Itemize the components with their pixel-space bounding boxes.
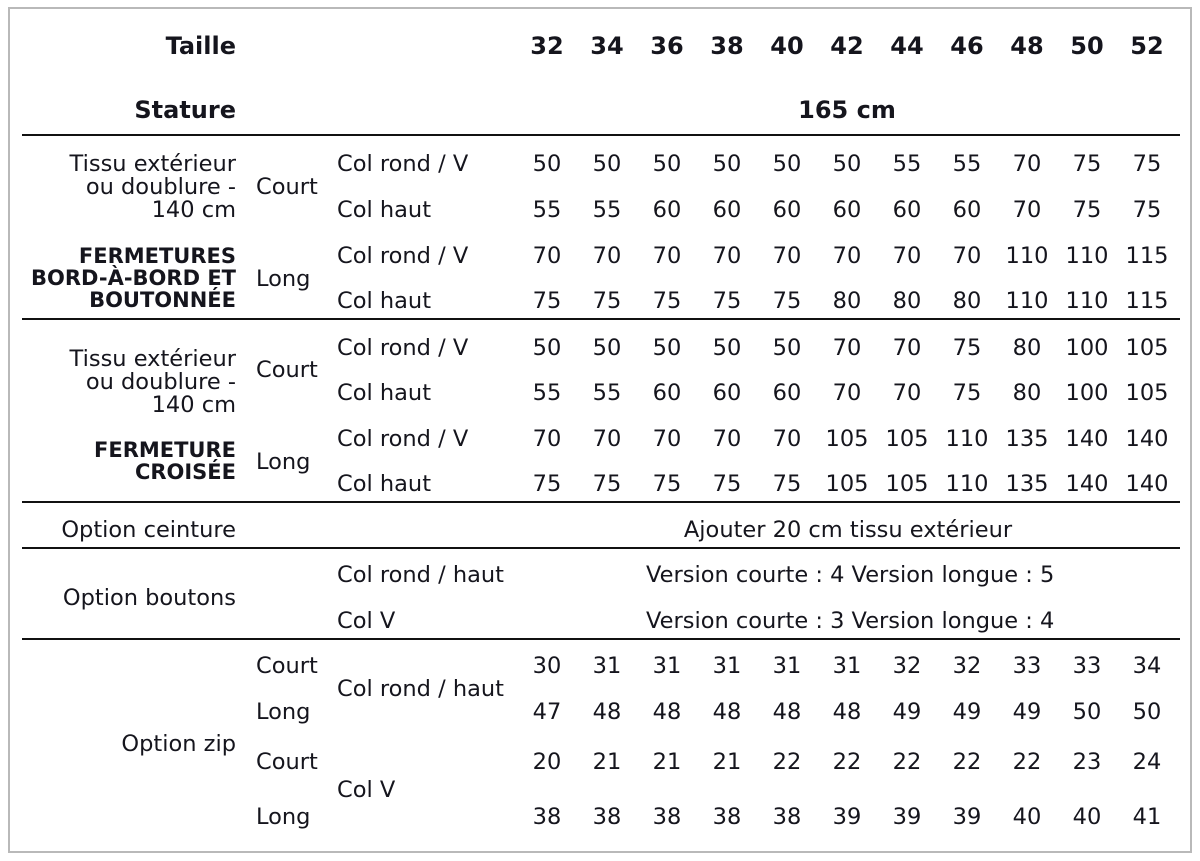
section1-cell: 80 [952, 288, 982, 314]
zip-cell: 21 [652, 749, 682, 775]
section1-collar-label: Col haut [337, 288, 432, 314]
section2-long-label: Long [256, 449, 311, 475]
zip-cell: 48 [712, 699, 742, 725]
buttons-value-round: Version courte : 4 Version longue : 5 [646, 562, 1055, 588]
zip-cell: 31 [832, 653, 862, 679]
section1-cell: 75 [592, 288, 622, 314]
size-40: 40 [770, 32, 804, 60]
size-44: 44 [890, 32, 924, 60]
section1-cell: 50 [832, 151, 862, 177]
section2-court-label: Court [256, 357, 318, 383]
zip-cell: 39 [892, 804, 922, 830]
zip-cell: 49 [1012, 699, 1042, 725]
section1-cell: 75 [712, 288, 742, 314]
size-52: 52 [1130, 32, 1164, 60]
zip-length-label: Long [256, 699, 311, 725]
section1-cell: 55 [892, 151, 922, 177]
zip-cell: 50 [1072, 699, 1102, 725]
section2-cell: 50 [592, 335, 622, 361]
zip-cell: 22 [1012, 749, 1042, 775]
zip-length-label: Court [256, 653, 318, 679]
size-36: 36 [650, 32, 684, 60]
size-48: 48 [1010, 32, 1044, 60]
zip-collar-round: Col rond / haut [337, 676, 504, 702]
section1-cell: 75 [1132, 197, 1162, 223]
buttons-collar-round: Col rond / haut [337, 562, 504, 588]
section1-rule [22, 318, 1180, 320]
zip-cell: 39 [952, 804, 982, 830]
zip-cell: 22 [952, 749, 982, 775]
section2-cell: 75 [952, 380, 982, 406]
zip-cell: 47 [532, 699, 562, 725]
section1-cell: 75 [1072, 151, 1102, 177]
section2-cell: 135 [1005, 426, 1049, 452]
section1-collar-label: Col rond / V [337, 243, 469, 269]
section1-cell: 60 [772, 197, 802, 223]
zip-cell: 38 [532, 804, 562, 830]
zip-cell: 49 [892, 699, 922, 725]
zip-cell: 32 [892, 653, 922, 679]
section2-cell: 75 [772, 471, 802, 497]
section1-closure-label: FERMETURES BORD-À-BORD ET BOUTONNÉE [31, 244, 236, 312]
zip-cell: 38 [592, 804, 622, 830]
section2-cell: 100 [1065, 380, 1109, 406]
section2-cell: 110 [945, 471, 989, 497]
section2-cell: 105 [1125, 335, 1169, 361]
header-rule [22, 134, 1180, 136]
section2-cell: 70 [652, 426, 682, 452]
section2-cell: 75 [952, 335, 982, 361]
zip-cell: 38 [652, 804, 682, 830]
section1-cell: 75 [1072, 197, 1102, 223]
section1-cell: 70 [832, 243, 862, 269]
buttons-value-v: Version courte : 3 Version longue : 4 [646, 608, 1055, 634]
section2-closure-label: FERMETURE CROISÉE [94, 438, 236, 484]
zip-cell: 20 [532, 749, 562, 775]
section1-cell: 70 [652, 243, 682, 269]
section2-cell: 55 [592, 380, 622, 406]
section1-cell: 70 [1012, 151, 1042, 177]
stature-label: Stature [134, 96, 236, 124]
section2-cell: 80 [1012, 335, 1042, 361]
section2-cell: 140 [1065, 471, 1109, 497]
zip-cell: 33 [1072, 653, 1102, 679]
section2-cell: 75 [712, 471, 742, 497]
section2-cell: 75 [652, 471, 682, 497]
section1-cell: 70 [592, 243, 622, 269]
zip-cell: 49 [952, 699, 982, 725]
section1-cell: 50 [532, 151, 562, 177]
section1-cell: 50 [712, 151, 742, 177]
zip-cell: 38 [712, 804, 742, 830]
size-32: 32 [530, 32, 564, 60]
section1-collar-label: Col rond / V [337, 151, 469, 177]
section2-cell: 50 [712, 335, 742, 361]
section2-cell: 105 [825, 426, 869, 452]
zip-cell: 32 [952, 653, 982, 679]
section1-cell: 80 [892, 288, 922, 314]
section2-cell: 75 [532, 471, 562, 497]
zip-cell: 22 [832, 749, 862, 775]
zip-cell: 48 [772, 699, 802, 725]
section2-cell: 140 [1065, 426, 1109, 452]
section2-cell: 105 [825, 471, 869, 497]
section2-cell: 70 [832, 380, 862, 406]
buttons-collar-v: Col V [337, 608, 396, 634]
zip-cell: 40 [1072, 804, 1102, 830]
section1-cell: 60 [892, 197, 922, 223]
section2-collar-label: Col haut [337, 380, 432, 406]
buttons-option-label: Option boutons [62, 585, 236, 611]
section2-cell: 105 [885, 471, 929, 497]
taille-label: Taille [165, 32, 236, 60]
section1-cell: 55 [952, 151, 982, 177]
section2-cell: 60 [652, 380, 682, 406]
zip-cell: 31 [652, 653, 682, 679]
section2-cell: 70 [832, 335, 862, 361]
section1-cell: 75 [652, 288, 682, 314]
zip-cell: 48 [832, 699, 862, 725]
section2-cell: 55 [532, 380, 562, 406]
section1-cell: 50 [592, 151, 622, 177]
section2-cell: 70 [712, 426, 742, 452]
section2-fabric-label: Tissu extérieur ou doublure - 140 cm [69, 346, 236, 418]
size-34: 34 [590, 32, 624, 60]
section1-fabric-label: Tissu extérieur ou doublure - 140 cm [69, 151, 236, 223]
section1-cell: 110 [1065, 243, 1109, 269]
zip-cell: 34 [1132, 653, 1162, 679]
section1-long-label: Long [256, 266, 311, 292]
section2-collar-label: Col haut [337, 471, 432, 497]
section1-court-label: Court [256, 174, 318, 200]
zip-cell: 31 [772, 653, 802, 679]
section2-cell: 70 [892, 335, 922, 361]
section1-cell: 70 [952, 243, 982, 269]
zip-cell: 21 [712, 749, 742, 775]
zip-cell: 50 [1132, 699, 1162, 725]
section2-cell: 50 [532, 335, 562, 361]
zip-cell: 31 [712, 653, 742, 679]
section1-cell: 60 [832, 197, 862, 223]
zip-cell: 22 [892, 749, 922, 775]
section2-collar-label: Col rond / V [337, 335, 469, 361]
zip-cell: 23 [1072, 749, 1102, 775]
zip-cell: 24 [1132, 749, 1162, 775]
section1-cell: 60 [712, 197, 742, 223]
belt-rule [22, 547, 1180, 549]
section1-cell: 55 [592, 197, 622, 223]
section1-cell: 70 [892, 243, 922, 269]
section1-cell: 70 [772, 243, 802, 269]
section1-cell: 50 [772, 151, 802, 177]
section1-cell: 55 [532, 197, 562, 223]
section1-collar-label: Col haut [337, 197, 432, 223]
size-46: 46 [950, 32, 984, 60]
section2-cell: 140 [1125, 426, 1169, 452]
section2-cell: 135 [1005, 471, 1049, 497]
section1-cell: 60 [652, 197, 682, 223]
zip-cell: 38 [772, 804, 802, 830]
zip-cell: 48 [592, 699, 622, 725]
section2-cell: 60 [712, 380, 742, 406]
section1-cell: 80 [832, 288, 862, 314]
belt-option-label: Option ceinture [61, 517, 236, 543]
section2-cell: 110 [945, 426, 989, 452]
section1-cell: 75 [772, 288, 802, 314]
zip-cell: 39 [832, 804, 862, 830]
zip-cell: 41 [1132, 804, 1162, 830]
section2-cell: 70 [892, 380, 922, 406]
section1-cell: 70 [712, 243, 742, 269]
section2-cell: 50 [652, 335, 682, 361]
zip-length-label: Court [256, 749, 318, 775]
zip-cell: 30 [532, 653, 562, 679]
section2-cell: 60 [772, 380, 802, 406]
zip-option-label: Option zip [121, 731, 236, 757]
zip-cell: 22 [772, 749, 802, 775]
section2-cell: 75 [592, 471, 622, 497]
section2-cell: 105 [1125, 380, 1169, 406]
belt-option-value: Ajouter 20 cm tissu extérieur [683, 517, 1013, 543]
section2-cell: 70 [772, 426, 802, 452]
size-38: 38 [710, 32, 744, 60]
section1-cell: 115 [1125, 288, 1169, 314]
zip-cell: 21 [592, 749, 622, 775]
section2-cell: 70 [592, 426, 622, 452]
zip-length-label: Long [256, 804, 311, 830]
section2-cell: 100 [1065, 335, 1109, 361]
section1-cell: 50 [652, 151, 682, 177]
size-42: 42 [830, 32, 864, 60]
section1-cell: 110 [1005, 288, 1049, 314]
section1-cell: 110 [1065, 288, 1109, 314]
section1-cell: 60 [952, 197, 982, 223]
section1-cell: 70 [532, 243, 562, 269]
zip-cell: 33 [1012, 653, 1042, 679]
section1-cell: 75 [532, 288, 562, 314]
section1-cell: 75 [1132, 151, 1162, 177]
zip-cell: 40 [1012, 804, 1042, 830]
zip-collar-v: Col V [337, 777, 396, 803]
section1-cell: 110 [1005, 243, 1049, 269]
section2-rule [22, 501, 1180, 503]
size-50: 50 [1070, 32, 1104, 60]
section1-cell: 115 [1125, 243, 1169, 269]
stature-value: 165 cm [798, 96, 896, 124]
buttons-rule [22, 638, 1180, 640]
section2-cell: 140 [1125, 471, 1169, 497]
zip-cell: 31 [592, 653, 622, 679]
zip-cell: 48 [652, 699, 682, 725]
section2-cell: 70 [532, 426, 562, 452]
section2-cell: 105 [885, 426, 929, 452]
section2-cell: 50 [772, 335, 802, 361]
section1-cell: 70 [1012, 197, 1042, 223]
section2-cell: 80 [1012, 380, 1042, 406]
section2-collar-label: Col rond / V [337, 426, 469, 452]
